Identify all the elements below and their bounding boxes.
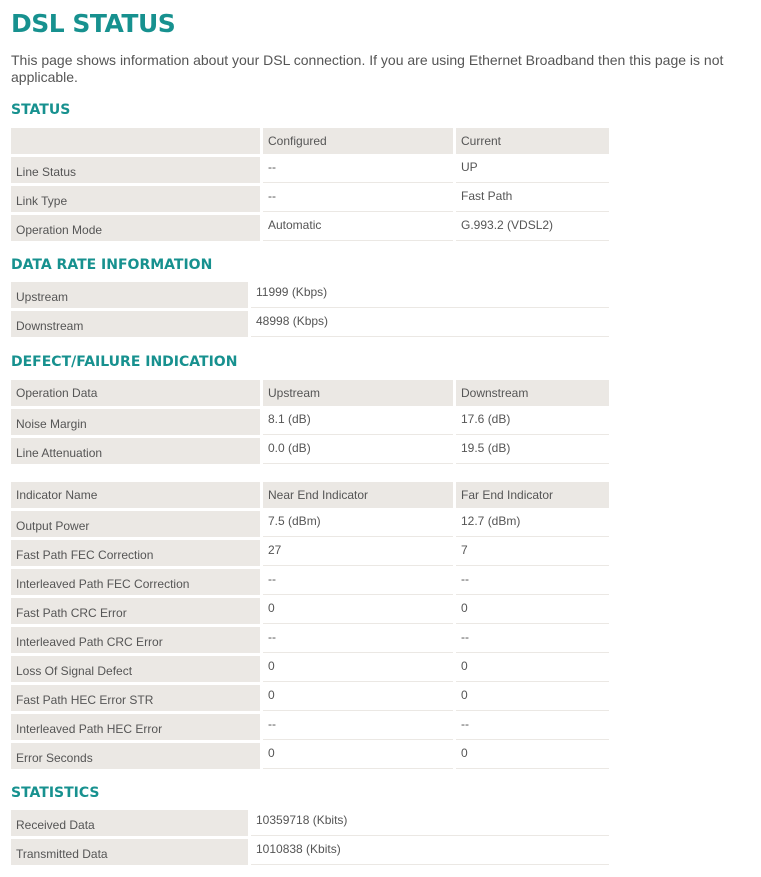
status-table [11, 126, 609, 242]
operation-header-downstream: Downstream [456, 380, 609, 406]
far-end-value: 0 [456, 685, 609, 711]
row-label: Transmitted Data [11, 839, 248, 865]
row-label: Received Data [11, 810, 248, 836]
table-row [11, 509, 609, 538]
status-header-current: Current [456, 128, 609, 154]
row-label: Noise Margin [11, 409, 260, 435]
near-end-value: 0 [263, 598, 453, 624]
row-label: Interleaved Path HEC Error [11, 714, 260, 740]
table-row [11, 808, 609, 837]
far-end-value: -- [456, 714, 609, 740]
row-label: Fast Path HEC Error STR [11, 685, 260, 711]
near-end-value: -- [263, 569, 453, 595]
status-heading: STATUS [11, 102, 71, 118]
row-label: Interleaved Path CRC Error [11, 627, 260, 653]
table-row [11, 309, 609, 338]
status-header-row [11, 126, 609, 155]
far-end-value: 0 [456, 598, 609, 624]
upstream-value: 8.1 (dB) [263, 409, 453, 435]
indicator-header-row [11, 480, 609, 509]
downstream-value: 19.5 (dB) [456, 438, 609, 464]
row-label: Error Seconds [11, 743, 260, 769]
configured-value: -- [263, 186, 453, 212]
table-row [11, 538, 609, 567]
near-end-value: 0 [263, 656, 453, 682]
indicator-header-name: Indicator Name [11, 482, 260, 508]
near-end-value: -- [263, 714, 453, 740]
table-row [11, 184, 609, 213]
near-end-value: 0 [263, 743, 453, 769]
indicator-header-far: Far End Indicator [456, 482, 609, 508]
indicator-table [11, 480, 609, 770]
statistics-table [11, 808, 609, 866]
row-label: Fast Path CRC Error [11, 598, 260, 624]
status-header-empty [11, 128, 260, 154]
table-row [11, 407, 609, 436]
near-end-value: 0 [263, 685, 453, 711]
table-row [11, 567, 609, 596]
status-header-configured: Configured [263, 128, 453, 154]
table-row [11, 837, 609, 866]
table-row [11, 741, 609, 770]
current-value: Fast Path [456, 186, 609, 212]
operation-data-table [11, 378, 609, 465]
table-row [11, 213, 609, 242]
table-row [11, 683, 609, 712]
far-end-value: -- [456, 569, 609, 595]
row-label: Operation Mode [11, 215, 260, 241]
table-row [11, 625, 609, 654]
page-description: This page shows information about your DSL connection. If you are using Ethernet Broadband then this page is not applicable. [11, 52, 724, 85]
far-end-value: -- [456, 627, 609, 653]
row-label: Line Status [11, 157, 260, 183]
far-end-value: 0 [456, 656, 609, 682]
indicator-header-near: Near End Indicator [263, 482, 453, 508]
statistic-value: 10359718 (Kbits) [251, 810, 609, 836]
table-row [11, 155, 609, 184]
row-label: Downstream [11, 311, 248, 337]
statistics-heading: STATISTICS [11, 785, 100, 801]
configured-value: Automatic [263, 215, 453, 241]
operation-header-upstream: Upstream [263, 380, 453, 406]
far-end-value: 7 [456, 540, 609, 566]
table-row [11, 436, 609, 465]
table-row [11, 280, 609, 309]
row-label: Line Attenuation [11, 438, 260, 464]
far-end-value: 0 [456, 743, 609, 769]
table-row [11, 712, 609, 741]
rate-value: 48998 (Kbps) [251, 311, 609, 337]
defect-heading: DEFECT/FAILURE INDICATION [11, 354, 238, 370]
current-value: G.993.2 (VDSL2) [456, 215, 609, 241]
downstream-value: 17.6 (dB) [456, 409, 609, 435]
near-end-value: -- [263, 627, 453, 653]
row-label: Interleaved Path FEC Correction [11, 569, 260, 595]
upstream-value: 0.0 (dB) [263, 438, 453, 464]
configured-value: -- [263, 157, 453, 183]
row-label: Fast Path FEC Correction [11, 540, 260, 566]
table-row [11, 596, 609, 625]
data-rate-heading: DATA RATE INFORMATION [11, 257, 213, 273]
row-label: Output Power [11, 511, 260, 537]
table-row [11, 654, 609, 683]
row-label: Loss Of Signal Defect [11, 656, 260, 682]
current-value: UP [456, 157, 609, 183]
far-end-value: 12.7 (dBm) [456, 511, 609, 537]
near-end-value: 7.5 (dBm) [263, 511, 453, 537]
row-label: Link Type [11, 186, 260, 212]
statistic-value: 1010838 (Kbits) [251, 839, 609, 865]
rate-value: 11999 (Kbps) [251, 282, 609, 308]
page-title: DSL STATUS [11, 9, 176, 38]
operation-header-row [11, 378, 609, 407]
near-end-value: 27 [263, 540, 453, 566]
row-label: Upstream [11, 282, 248, 308]
operation-header-name: Operation Data [11, 380, 260, 406]
data-rate-table [11, 280, 609, 338]
